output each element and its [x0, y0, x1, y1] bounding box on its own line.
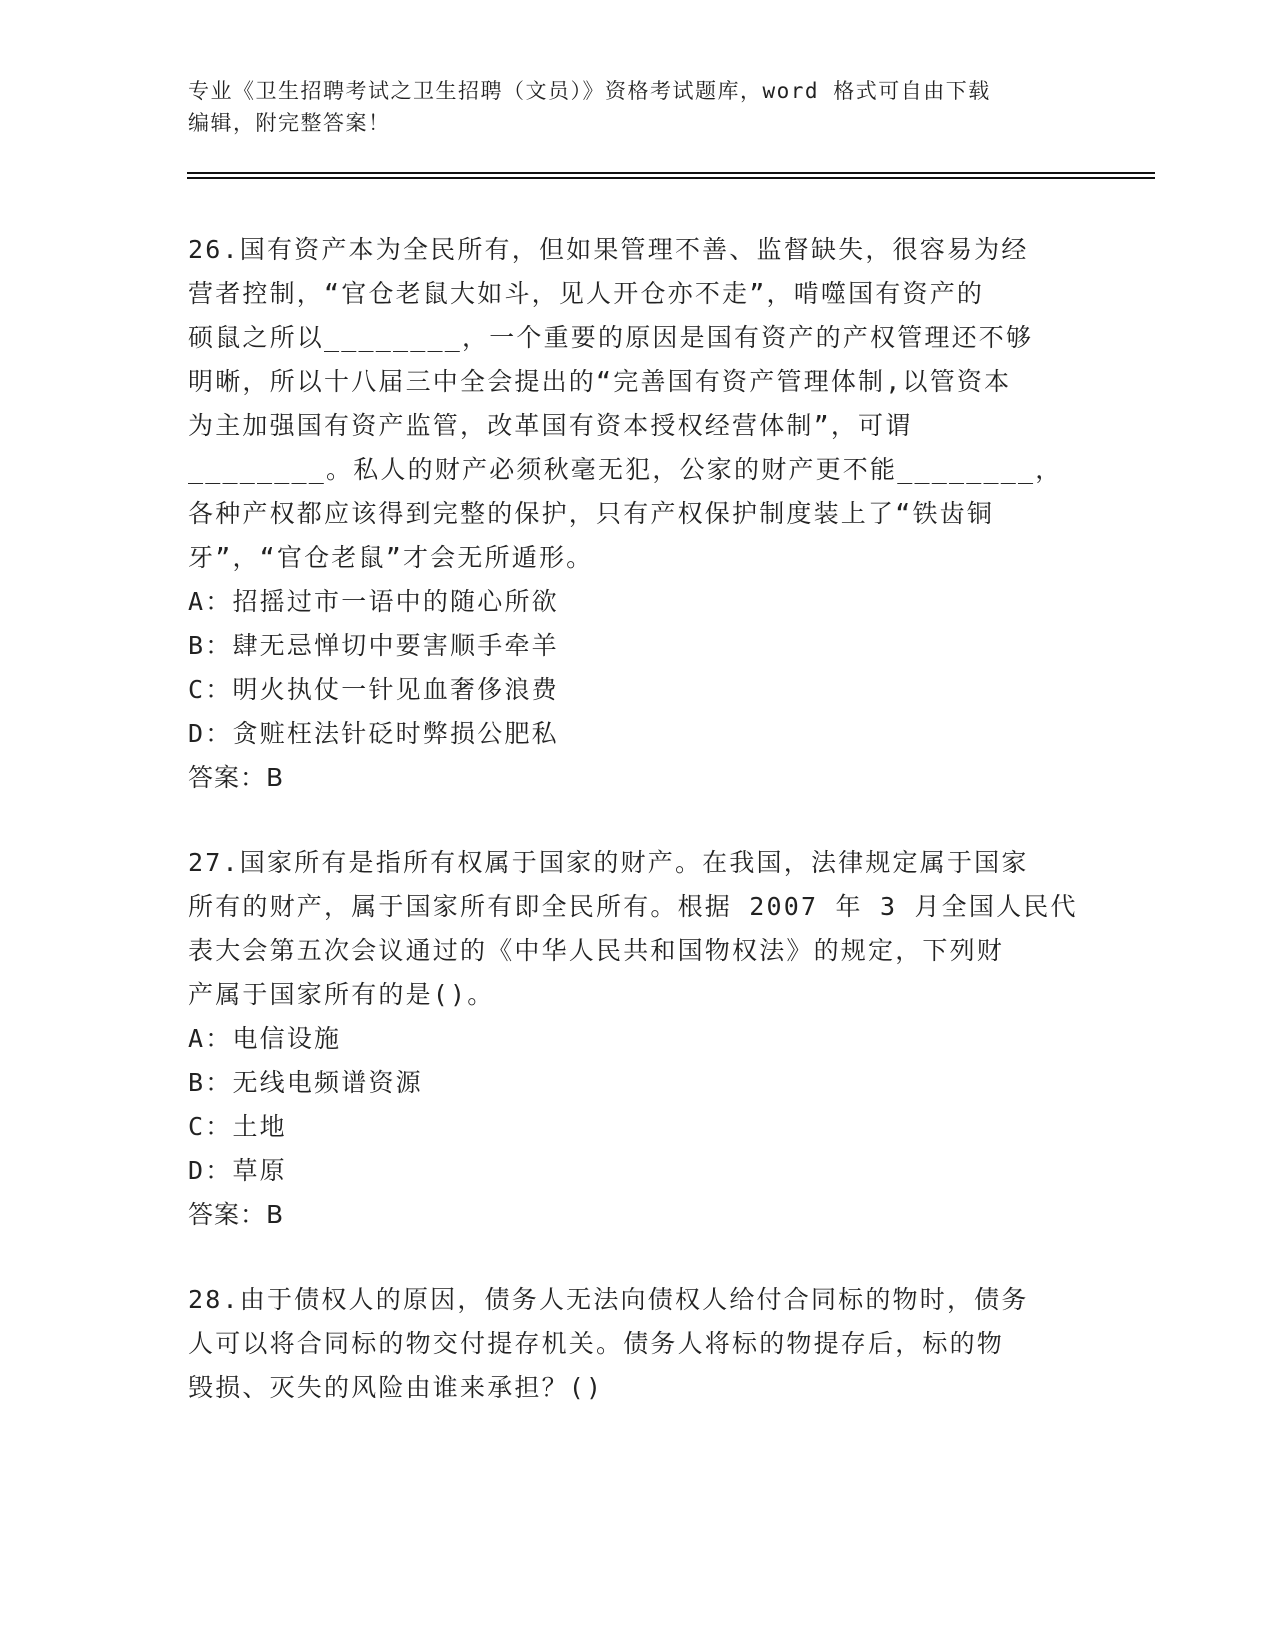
question-26-option-b: B：肆无忌惮切中要害顺手牵羊 — [188, 631, 559, 660]
question-26-line: ________。私人的财产必须秋毫无犯，公家的财产更不能________， — [188, 455, 1063, 484]
question-27-line: 表大会第五次会议通过的《中华人民共和国物权法》的规定，下列财 — [188, 936, 1005, 965]
question-28-line: 毁损、灭失的风险由谁来承担？() — [188, 1373, 604, 1402]
question-27-line: 27.国家所有是指所有权属于国家的财产。在我国，法律规定属于国家 — [188, 848, 1029, 877]
question-27-option-d: D：草原 — [188, 1156, 287, 1185]
question-26-line: 硕鼠之所以________，一个重要的原因是国有资产的产权管理还不够 — [188, 323, 1034, 352]
question-26-answer: 答案：B — [188, 763, 285, 792]
question-27-line: 产属于国家所有的是()。 — [188, 980, 495, 1009]
question-26-line: 各种产权都应该得到完整的保护，只有产权保护制度装上了“铁齿铜 — [188, 499, 995, 528]
question-26-line: 营者控制，“官仓老鼠大如斗，见人开仓亦不走”，啃噬国有资产的 — [188, 279, 985, 308]
question-26-line: 26.国有资产本为全民所有，但如果管理不善、监督缺失，很容易为经 — [188, 235, 1029, 264]
question-27-option-c: C：土地 — [188, 1112, 287, 1141]
question-26-option-a: A：招摇过市一语中的随心所欲 — [188, 587, 559, 616]
question-26-line: 牙”，“官仓老鼠”才会无所遁形。 — [188, 543, 594, 572]
header-rule-top — [187, 172, 1155, 174]
question-27-option-a: A：电信设施 — [188, 1024, 342, 1053]
header-line-1: 专业《卫生招聘考试之卫生招聘（文员）》资格考试题库，word 格式可自由下载 — [188, 79, 991, 103]
question-27-option-b: B：无线电频谱资源 — [188, 1068, 423, 1097]
question-26-option-c: C：明火执仗一针见血奢侈浪费 — [188, 675, 559, 704]
question-28-line: 人可以将合同标的物交付提存机关。债务人将标的物提存后，标的物 — [188, 1329, 1005, 1358]
question-27-line: 所有的财产，属于国家所有即全民所有。根据 2007 年 3 月全国人民代 — [188, 892, 1078, 921]
question-27-answer: 答案：B — [188, 1200, 285, 1229]
header-rule-bottom — [187, 177, 1155, 179]
question-26-line: 为主加强国有资产监管，改革国有资本授权经营体制”，可谓 — [188, 411, 913, 440]
question-28-line: 28.由于债权人的原因，债务人无法向债权人给付合同标的物时，债务 — [188, 1285, 1029, 1314]
question-26-option-d: D：贪赃枉法针砭时弊损公肥私 — [188, 719, 559, 748]
header-line-2: 编辑，附完整答案！ — [188, 111, 391, 135]
question-26-line: 明晰，所以十八届三中全会提出的“完善国有资产管理体制,以管资本 — [188, 367, 1012, 396]
